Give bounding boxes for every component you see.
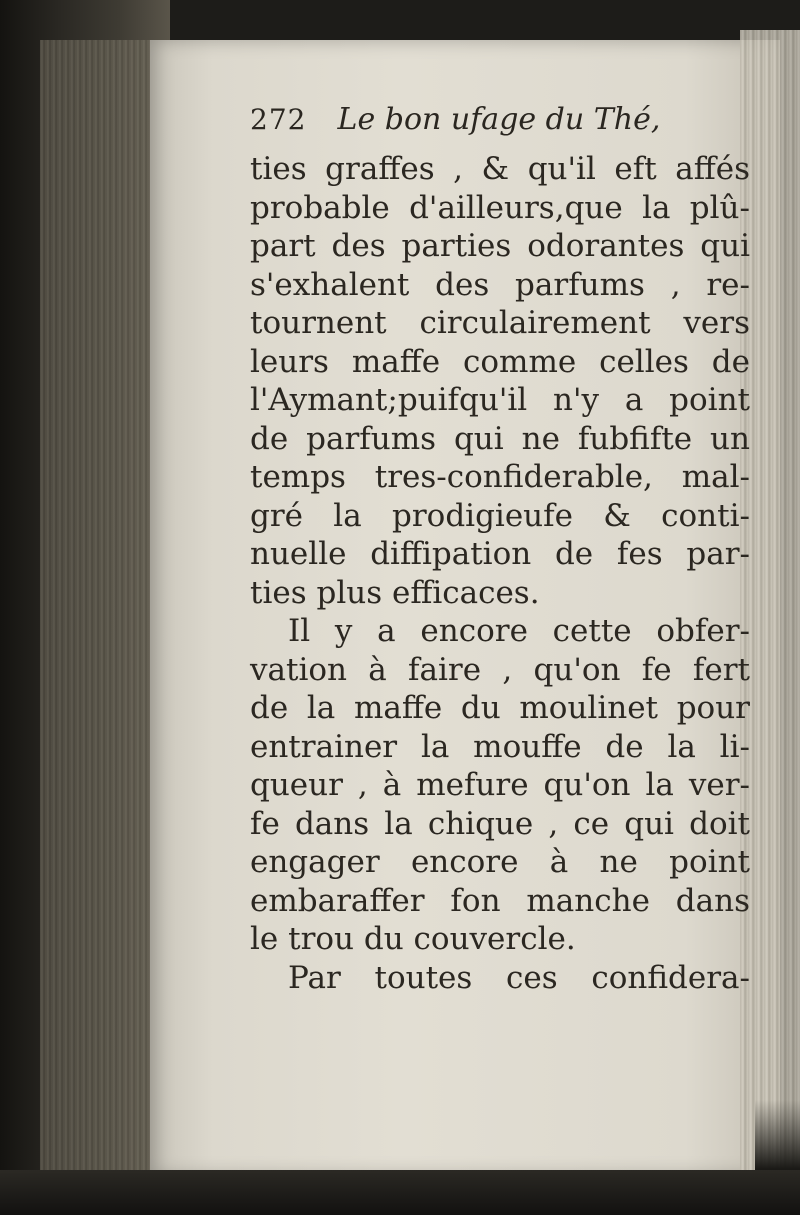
page-header xyxy=(250,102,730,137)
text-line: nuelle diffipation de fes par- xyxy=(250,536,750,572)
text-line: le trou du couvercle. xyxy=(250,921,576,957)
text-line: probable d'ailleurs,que la plû- xyxy=(250,189,750,226)
text-line: fe dans la chique , ce qui doit xyxy=(250,805,750,842)
text-line: part des parties odorantes qui xyxy=(250,228,750,264)
text-line: gré la prodigieufe & conti- xyxy=(250,497,750,534)
running-title: Le bon ufage du Thé, xyxy=(337,102,661,137)
text-line: queur , à mefure qu'on la ver- xyxy=(250,767,750,803)
text-line: entrainer la mouffe de la li- xyxy=(250,728,750,765)
page-number: 272 xyxy=(250,103,307,136)
text-line: ties plus efficaces. xyxy=(250,574,540,611)
text-line: leurs maffe comme celles de xyxy=(250,343,750,380)
text-line: Par toutes ces confidera- xyxy=(288,959,750,996)
body-text xyxy=(250,150,750,997)
bottom-shadow xyxy=(0,1170,800,1215)
text-line: temps tres-confiderable, mal- xyxy=(250,459,750,495)
text-line: engager encore à ne point xyxy=(250,844,750,880)
text-line: embaraffer fon manche dans xyxy=(250,882,750,919)
text-line: Il y a encore cette obfer- xyxy=(288,613,750,649)
text-line: s'exhalent des parfums , re- xyxy=(250,266,750,303)
text-line: de parfums qui ne fubfifte un xyxy=(250,420,750,457)
text-line: tournent circulairement vers xyxy=(250,305,750,341)
text-line: l'Aymant;puifqu'il n'y a point xyxy=(250,382,750,418)
text-line: de la maffe du moulinet pour xyxy=(250,690,750,726)
text-line: ties graffes , & qu'il eft affés xyxy=(250,151,750,187)
text-line: vation à faire , qu'on fe fert xyxy=(250,651,750,688)
